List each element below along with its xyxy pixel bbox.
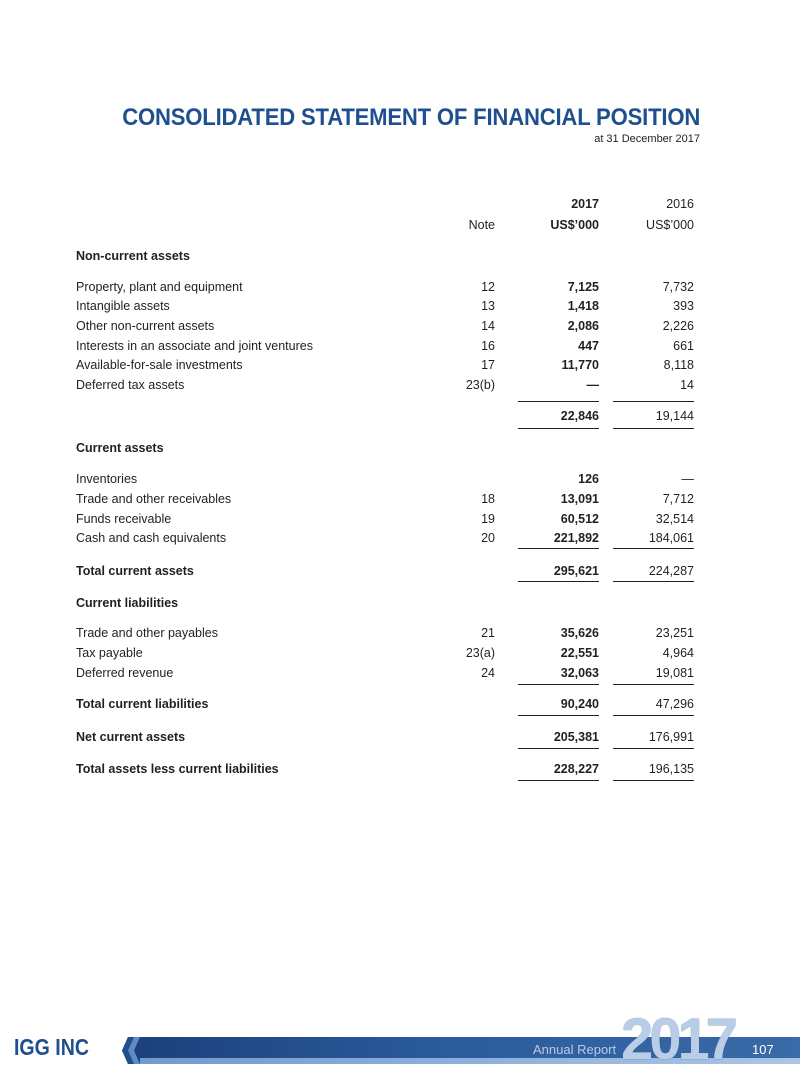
row-value-2017: 60,512 bbox=[560, 512, 599, 526]
row-label: Trade and other receivables bbox=[76, 492, 232, 506]
subtotal-rule-2017 bbox=[518, 401, 599, 402]
cash-rule-2017 bbox=[518, 548, 599, 549]
total-assets-rule-2016 bbox=[613, 780, 694, 781]
total-current-liabilities-rule-2017 bbox=[518, 715, 599, 716]
row-note: 16 bbox=[481, 339, 495, 353]
cash-rule-2016 bbox=[613, 548, 694, 549]
total-current-liabilities-rule-2016 bbox=[613, 715, 694, 716]
row-label: Other non-current assets bbox=[76, 319, 215, 333]
row-label: Property, plant and equipment bbox=[76, 280, 243, 294]
row-value-2016: 47,296 bbox=[655, 697, 694, 711]
row-label: Trade and other payables bbox=[76, 626, 218, 640]
table-row bbox=[0, 280, 800, 296]
deferred-revenue-rule-2017 bbox=[518, 684, 599, 685]
row-label: Funds receivable bbox=[76, 512, 172, 526]
row-value-2016: 2,226 bbox=[662, 319, 694, 333]
row-label: Tax payable bbox=[76, 646, 143, 660]
column-header-years bbox=[0, 197, 800, 213]
table-row bbox=[0, 319, 800, 335]
deferred-revenue-rule-2016 bbox=[613, 684, 694, 685]
row-note: 13 bbox=[481, 299, 495, 313]
page-subtitle: at 31 December 2017 bbox=[594, 133, 700, 145]
total-assets-rule-2017 bbox=[518, 780, 599, 781]
table-row bbox=[0, 358, 800, 374]
row-value-2017: 228,227 bbox=[553, 762, 599, 776]
table-row bbox=[0, 492, 800, 508]
row-label: Available-for-sale investments bbox=[76, 358, 243, 372]
report-year-graphic: 2017 bbox=[621, 1007, 735, 1072]
row-value-2016: — bbox=[681, 472, 694, 486]
subtotal-double-rule-2016 bbox=[613, 428, 694, 429]
row-label: Cash and cash equivalents bbox=[76, 531, 227, 545]
row-value-2016: 19,144 bbox=[655, 409, 694, 423]
table-row bbox=[0, 626, 800, 642]
row-value-2017: 11,770 bbox=[561, 358, 599, 372]
table-row bbox=[0, 697, 800, 713]
row-value-2016: 23,251 bbox=[655, 626, 694, 640]
row-note: 19 bbox=[481, 512, 495, 526]
column-header-note: Note bbox=[468, 218, 495, 232]
column-header-2017: 2017 bbox=[571, 197, 599, 211]
row-value-2017: 295,621 bbox=[553, 564, 599, 578]
row-value-2016: 19,081 bbox=[655, 666, 694, 680]
row-note: 20 bbox=[481, 531, 495, 545]
column-header-units bbox=[0, 218, 800, 234]
row-note: 24 bbox=[481, 666, 495, 680]
row-value-2016: 184,061 bbox=[648, 531, 694, 545]
row-label: Intangible assets bbox=[76, 299, 170, 313]
row-value-2017: 32,063 bbox=[560, 666, 599, 680]
row-value-2017: 1,418 bbox=[567, 299, 599, 313]
table-row bbox=[0, 339, 800, 355]
row-value-2017: 447 bbox=[578, 339, 599, 353]
table-row bbox=[0, 441, 800, 457]
column-header-unit-2016: US$’000 bbox=[646, 218, 694, 232]
row-label: Deferred revenue bbox=[76, 666, 174, 680]
table-row bbox=[0, 730, 800, 746]
row-label: Non-current assets bbox=[76, 249, 190, 263]
row-value-2016: 32,514 bbox=[655, 512, 694, 526]
net-current-assets-rule-2016 bbox=[613, 748, 694, 749]
row-value-2016: 14 bbox=[680, 378, 694, 392]
row-value-2017: 7,125 bbox=[567, 280, 599, 294]
table-row bbox=[0, 666, 800, 682]
row-note: 23(b) bbox=[465, 378, 495, 392]
net-current-assets-rule-2017 bbox=[518, 748, 599, 749]
row-label: Net current assets bbox=[76, 730, 186, 744]
table-row bbox=[0, 564, 800, 580]
row-label: Inventories bbox=[76, 472, 138, 486]
row-value-2017: 2,086 bbox=[567, 319, 599, 333]
row-value-2016: 8,118 bbox=[663, 358, 694, 372]
row-label: Total current liabilities bbox=[76, 697, 209, 711]
page-number: 107 bbox=[752, 1042, 774, 1057]
row-label: Interests in an associate and joint ventures bbox=[76, 339, 313, 353]
row-value-2017: 22,551 bbox=[560, 646, 599, 660]
row-value-2017: — bbox=[586, 378, 599, 392]
row-value-2016: 661 bbox=[673, 339, 694, 353]
row-note: 14 bbox=[481, 319, 495, 333]
table-row bbox=[0, 378, 800, 394]
table-row bbox=[0, 762, 800, 778]
table-row bbox=[0, 512, 800, 528]
row-value-2017: 126 bbox=[578, 472, 599, 486]
row-note: 12 bbox=[481, 280, 495, 294]
table-row bbox=[0, 472, 800, 488]
row-label: Total current assets bbox=[76, 564, 194, 578]
row-label: Current assets bbox=[76, 441, 164, 455]
table-row bbox=[0, 249, 800, 265]
row-value-2016: 224,287 bbox=[648, 564, 694, 578]
annual-report-label: Annual Report bbox=[533, 1042, 617, 1057]
total-current-assets-rule-2016 bbox=[613, 581, 694, 582]
column-header-unit-2017: US$’000 bbox=[550, 218, 599, 232]
row-value-2016: 196,135 bbox=[648, 762, 694, 776]
page-title: CONSOLIDATED STATEMENT OF FINANCIAL POSITION bbox=[122, 104, 700, 131]
row-value-2017: 22,846 bbox=[560, 409, 599, 423]
column-header-2016: 2016 bbox=[666, 197, 694, 211]
company-logo: IGG INC bbox=[14, 1034, 89, 1060]
row-note: 17 bbox=[481, 358, 495, 372]
row-value-2017: 90,240 bbox=[560, 697, 599, 711]
row-value-2017: 13,091 bbox=[560, 492, 599, 506]
subtotal-double-rule-2017 bbox=[518, 428, 599, 429]
row-label: Total assets less current liabilities bbox=[76, 762, 279, 776]
row-value-2016: 176,991 bbox=[648, 730, 694, 744]
row-note: 18 bbox=[481, 492, 495, 506]
row-value-2016: 7,712 bbox=[662, 492, 694, 506]
row-value-2017: 205,381 bbox=[553, 730, 599, 744]
table-row bbox=[0, 531, 800, 547]
row-value-2016: 393 bbox=[673, 299, 694, 313]
row-value-2017: 35,626 bbox=[560, 626, 599, 640]
table-row bbox=[0, 596, 800, 612]
row-value-2016: 4,964 bbox=[662, 646, 694, 660]
row-value-2017: 221,892 bbox=[553, 531, 599, 545]
table-row bbox=[0, 409, 800, 425]
table-row bbox=[0, 646, 800, 662]
row-value-2016: 7,732 bbox=[662, 280, 694, 294]
chevron-left-icon bbox=[118, 1037, 140, 1064]
row-label: Deferred tax assets bbox=[76, 378, 185, 392]
table-row bbox=[0, 299, 800, 315]
row-note: 23(a) bbox=[465, 646, 495, 660]
row-label: Current liabilities bbox=[76, 596, 179, 610]
total-current-assets-rule-2017 bbox=[518, 581, 599, 582]
subtotal-rule-2016 bbox=[613, 401, 694, 402]
row-note: 21 bbox=[481, 626, 495, 640]
